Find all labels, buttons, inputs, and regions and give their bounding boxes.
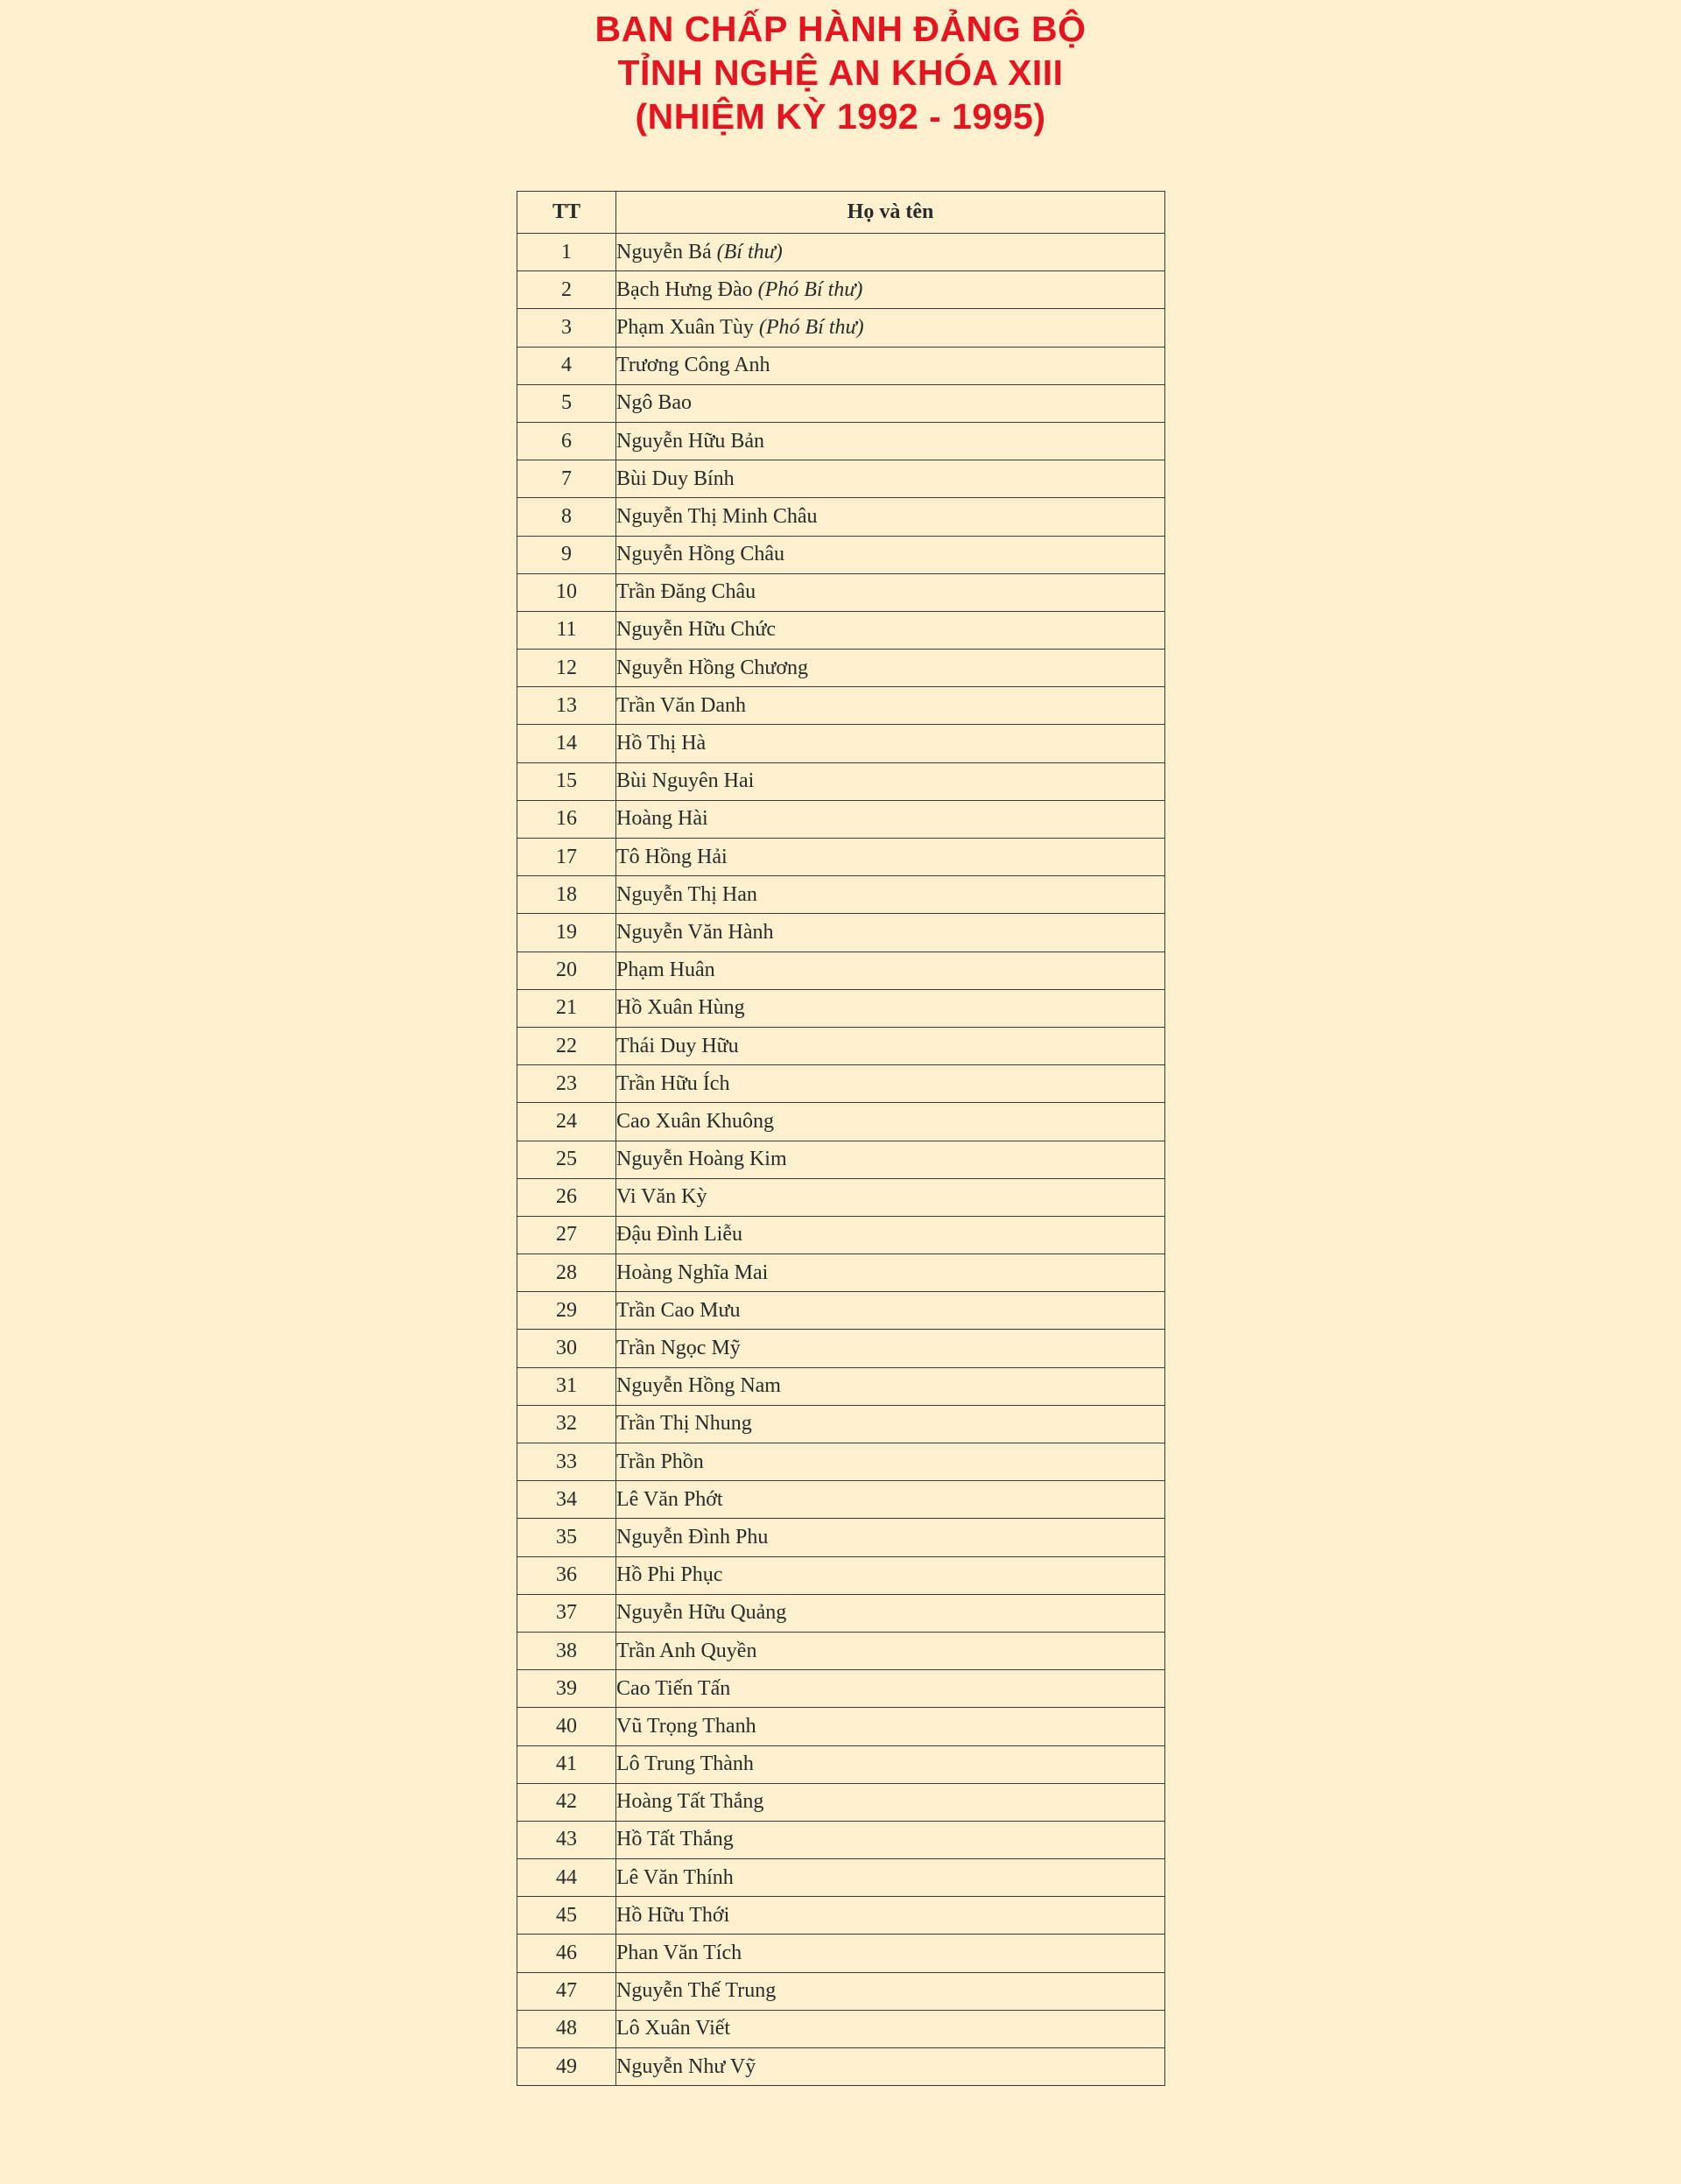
row-number: 37 [517,1594,616,1632]
member-name: Trần Anh Quyền [616,1639,757,1662]
member-name: Lê Văn Phớt [616,1487,723,1511]
member-name: Tô Hồng Hải [616,845,728,868]
member-name-cell [616,536,1165,573]
member-name-cell [616,1519,1165,1556]
table-row [517,952,1165,989]
table-row [517,1972,1165,2010]
table-row [517,1519,1165,1556]
member-name-cell [616,234,1165,271]
row-number: 4 [517,347,616,384]
table-row [517,498,1165,536]
table-row [517,1935,1165,1972]
row-number: 29 [517,1292,616,1330]
row-number: 15 [517,762,616,800]
row-number: 14 [517,725,616,762]
member-name: Nguyễn Đình Phu [616,1525,769,1548]
member-name: Nguyễn Bá [616,240,712,263]
member-name: Phạm Huân [616,959,715,982]
table-row [517,1670,1165,1708]
member-name: Trần Hữu Ích [616,1071,730,1095]
table-row [517,1292,1165,1330]
row-number: 42 [517,1783,616,1821]
member-name: Nguyễn Hồng Nam [616,1374,781,1398]
row-number: 22 [517,1027,616,1064]
member-name: Nguyễn Hữu Chức [616,618,776,642]
row-number: 3 [517,309,616,347]
table-row [517,1065,1165,1103]
member-name: Nguyễn Thị Han [616,882,757,906]
member-name: Ngô Bao [616,391,692,415]
member-name-cell [616,725,1165,762]
member-name: Nguyễn Hoàng Kim [616,1148,787,1171]
member-name: Lê Văn Thính [616,1865,734,1889]
member-name-cell [616,762,1165,800]
row-number: 17 [517,839,616,876]
table-row [517,1405,1165,1443]
title-line-3: (NHIỆM KỲ 1992 - 1995) [635,96,1046,137]
table-row [517,1556,1165,1594]
table-row [517,800,1165,838]
member-name-cell [616,460,1165,498]
table-row [517,725,1165,762]
member-name-cell [616,573,1165,611]
table-row [517,1745,1165,1783]
table-row [517,1103,1165,1141]
member-name-cell [616,1632,1165,1669]
row-number: 9 [517,536,616,573]
row-number: 19 [517,914,616,952]
row-number: 39 [517,1670,616,1708]
member-name-cell [616,1745,1165,1783]
row-number: 13 [517,687,616,725]
member-name: Trần Đăng Châu [616,580,756,604]
member-name: Trần Ngọc Mỹ [616,1337,741,1360]
row-number: 20 [517,952,616,989]
member-name-cell [616,611,1165,649]
row-number: 18 [517,876,616,914]
table-row [517,1330,1165,1367]
member-name: Nguyễn Thị Minh Châu [616,504,818,528]
row-number: 27 [517,1216,616,1254]
member-name: Cao Tiến Tấn [616,1676,731,1700]
row-number: 8 [517,498,616,536]
table-row [517,1594,1165,1632]
title-line-1: BAN CHẤP HÀNH ĐẢNG BỘ [594,9,1087,49]
table-row [517,2010,1165,2047]
member-name-cell [616,1594,1165,1632]
table-row [517,2048,1165,2086]
table-row [517,1821,1165,1858]
title-line-2: TỈNH NGHỆ AN KHÓA XIII [617,53,1064,93]
member-name: Nguyễn Văn Hành [616,920,774,944]
member-name: Hồ Tất Thắng [616,1828,734,1851]
table-row [517,1481,1165,1519]
member-name-cell [616,1670,1165,1708]
member-name-cell [616,1254,1165,1292]
member-name-cell [616,1443,1165,1481]
row-number: 23 [517,1065,616,1103]
member-name: Hoàng Tất Thắng [616,1790,764,1814]
row-number: 2 [517,271,616,309]
member-name-cell [616,914,1165,952]
row-number: 7 [517,460,616,498]
row-number: 30 [517,1330,616,1367]
member-name-cell [616,1821,1165,1858]
row-number: 28 [517,1254,616,1292]
member-name-cell [616,1935,1165,1972]
member-name-cell [616,800,1165,838]
member-name: Trần Văn Danh [616,693,746,717]
table-body [517,234,1165,2086]
row-number: 44 [517,1859,616,1897]
row-number: 41 [517,1745,616,1783]
member-name-cell [616,1330,1165,1367]
member-name: Vi Văn Kỳ [616,1185,707,1209]
member-name: Trần Phồn [616,1450,704,1473]
table-row [517,271,1165,309]
table-row [517,460,1165,498]
member-name: Nguyễn Hữu Bản [616,429,764,453]
table-row [517,234,1165,271]
member-name: Vũ Trọng Thanh [616,1714,756,1738]
table-row [517,1027,1165,1064]
member-name-cell [616,1065,1165,1103]
table-row [517,650,1165,687]
row-number: 31 [517,1367,616,1405]
member-name: Hoàng Hài [616,807,708,831]
table-row [517,384,1165,422]
table-row [517,1367,1165,1405]
member-name-cell [616,384,1165,422]
row-number: 12 [517,650,616,687]
member-role: (Bí thư) [716,240,783,263]
row-number: 49 [517,2048,616,2086]
member-name-cell [616,687,1165,725]
table-row [517,989,1165,1027]
table-row [517,1216,1165,1254]
table-row [517,309,1165,347]
member-name-cell [616,1897,1165,1935]
member-name-cell [616,309,1165,347]
table-row [517,876,1165,914]
member-name-cell [616,1556,1165,1594]
table-row [517,1783,1165,1821]
member-name-cell [616,1708,1165,1745]
member-name: Trần Thị Nhung [616,1412,752,1436]
row-number: 6 [517,422,616,460]
member-name: Phan Văn Tích [616,1942,742,1965]
member-name-cell [616,271,1165,309]
table-row [517,611,1165,649]
member-name: Lô Trung Thành [616,1752,754,1776]
member-name: Nguyễn Hồng Chương [616,656,809,679]
page-title [0,7,1681,138]
member-name: Bạch Hưng Đào [616,277,753,301]
row-number: 33 [517,1443,616,1481]
member-name-cell [616,2010,1165,2047]
member-name: Trương Công Anh [616,354,770,377]
member-name-cell [616,1178,1165,1216]
member-name: Nguyễn Thế Trung [616,1979,777,2003]
row-number: 26 [517,1178,616,1216]
table-row [517,687,1165,725]
member-name-cell [616,989,1165,1027]
row-number: 11 [517,611,616,649]
member-name-cell [616,1367,1165,1405]
row-number: 46 [517,1935,616,1972]
member-name-cell [616,1292,1165,1330]
row-number: 10 [517,573,616,611]
member-name: Trần Cao Mưu [616,1298,741,1322]
member-name: Thái Duy Hữu [616,1034,739,1057]
table-row [517,762,1165,800]
member-role: (Phó Bí thư) [757,277,863,301]
row-number: 32 [517,1405,616,1443]
member-name-cell [616,952,1165,989]
table-row [517,1141,1165,1178]
table-row [517,1443,1165,1481]
member-name-cell [616,2048,1165,2086]
member-name: Hồ Thị Hà [616,732,707,755]
member-name: Lô Xuân Viết [616,2017,731,2040]
row-number: 5 [517,384,616,422]
table-row [517,536,1165,573]
member-name: Hồ Hữu Thới [616,1903,730,1927]
member-name: Hồ Xuân Hùng [616,996,745,1020]
row-number: 40 [517,1708,616,1745]
member-name-cell [616,1141,1165,1178]
member-name-cell [616,650,1165,687]
row-number: 38 [517,1632,616,1669]
member-name-cell [616,1027,1165,1064]
row-number: 36 [517,1556,616,1594]
member-name: Phạm Xuân Tùy [616,315,754,339]
table-header-row [517,192,1165,234]
member-name: Hồ Phi Phục [616,1563,723,1587]
member-name-cell [616,1859,1165,1897]
member-name-cell [616,1972,1165,2010]
member-name-cell [616,876,1165,914]
row-number: 16 [517,800,616,838]
row-number: 21 [517,989,616,1027]
member-name-cell [616,1783,1165,1821]
row-number: 35 [517,1519,616,1556]
row-number: 43 [517,1821,616,1858]
header-name: Họ và tên [616,192,1165,234]
member-table [517,191,1165,2086]
member-name: Bùi Nguyên Hai [616,769,755,793]
member-name-cell [616,422,1165,460]
member-name: Đậu Đình Liễu [616,1223,742,1246]
row-number: 24 [517,1103,616,1141]
table-row [517,839,1165,876]
table-row [517,573,1165,611]
member-name: Bùi Duy Bính [616,467,735,490]
table-row [517,1254,1165,1292]
table-row [517,1178,1165,1216]
member-name-cell [616,839,1165,876]
table-row [517,422,1165,460]
member-name-cell [616,1103,1165,1141]
member-name-cell [616,1405,1165,1443]
table-row [517,914,1165,952]
member-name: Nguyễn Hữu Quảng [616,1601,787,1625]
member-name-cell [616,1216,1165,1254]
row-number: 45 [517,1897,616,1935]
row-number: 25 [517,1141,616,1178]
table-row [517,1708,1165,1745]
member-name: Hoàng Nghĩa Mai [616,1261,769,1284]
table-row [517,1859,1165,1897]
member-name-cell [616,1481,1165,1519]
row-number: 34 [517,1481,616,1519]
header-tt: TT [517,192,616,234]
member-name-cell [616,347,1165,384]
member-name-cell [616,498,1165,536]
member-name: Cao Xuân Khuông [616,1109,774,1133]
table-row [517,1897,1165,1935]
member-role: (Phó Bí thư) [758,315,864,339]
member-name: Nguyễn Hồng Châu [616,543,784,566]
member-name: Nguyễn Như Vỹ [616,2054,756,2078]
table-row [517,347,1165,384]
row-number: 47 [517,1972,616,2010]
row-number: 48 [517,2010,616,2047]
table-row [517,1632,1165,1669]
row-number: 1 [517,234,616,271]
